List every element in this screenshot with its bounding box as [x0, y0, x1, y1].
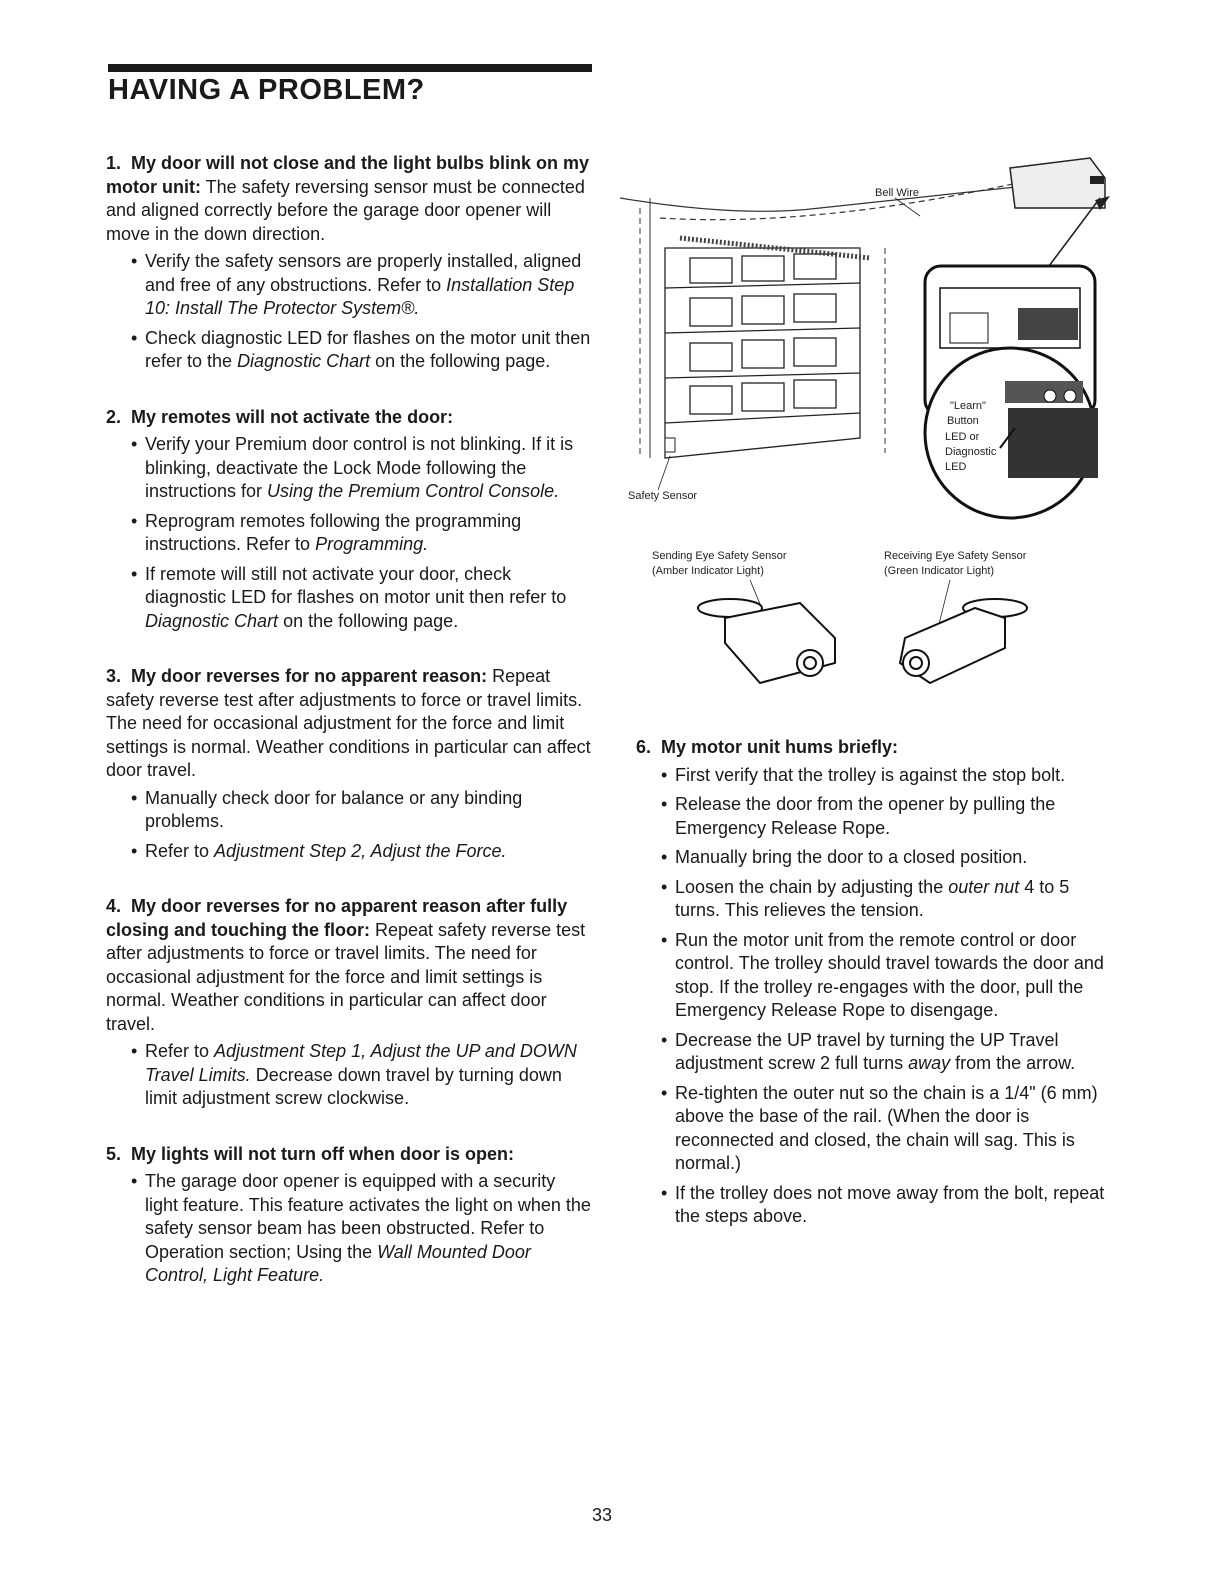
bullet-text-after: Decrease down travel by turning down limit adjustment screw clockwise. — [145, 1064, 562, 1108]
bullet-text: Manually bring the door to a closed position. — [675, 847, 1028, 867]
section-heading — [106, 406, 592, 430]
bullet-text: If the trolley does not move away from the bolt, repeat the steps above. — [675, 1182, 1105, 1226]
bullet-reference: Installation Step 10: Install The Protector System®. — [145, 274, 575, 318]
bullet-text: Decrease the UP travel by turning the UP Travel adjustment screw 2 full turns — [675, 1029, 1059, 1073]
bullet-text-after: from the arrow. — [950, 1053, 1076, 1073]
bullet-text: Loosen the chain by adjusting the — [675, 876, 949, 897]
bullet-text: Run the motor unit from the remote control or door control. The trolley should travel towards the door and stop. If the trolley re-engages with the door, pull the Emergency Release Rope to disengage. — [675, 929, 1104, 1020]
bullet-item — [131, 563, 592, 634]
button-label: Button — [947, 415, 979, 427]
bullet-text-after: on the following page. — [278, 610, 459, 631]
bullet-item — [661, 793, 1112, 840]
motor-unit — [1010, 158, 1110, 278]
bullet-item — [661, 764, 1112, 788]
learn-button-callout — [925, 266, 1098, 518]
bullet-reference: Diagnostic Chart — [237, 351, 371, 371]
bullet-item — [661, 1029, 1112, 1076]
bullet-reference: away — [908, 1053, 951, 1073]
section-2 — [106, 406, 592, 634]
section-number: 2. — [106, 406, 122, 427]
section-number: 6. — [636, 737, 652, 757]
bullet-item — [661, 1182, 1112, 1229]
bullet-text: Refer to — [145, 1041, 215, 1061]
section-1 — [106, 152, 592, 374]
section-4 — [106, 895, 592, 1111]
receiving-label-2: (Green Indicator Light) — [884, 565, 995, 577]
bullet-item — [131, 1040, 592, 1111]
section-title: My remotes will not activate the door: — [131, 406, 454, 427]
bullet-text: The garage door opener is equipped with a security light feature. This feature activates the light on when the safety sensor beam has been obstructed. Refer to Operation section; Using the — [145, 1171, 591, 1262]
bullet-text: First verify that the trolley is against the stop bolt. — [675, 764, 1066, 785]
bullet-text: Reprogram remotes following the programming instructions. Refer to — [145, 510, 522, 554]
section-body: Repeat safety reverse test after adjustments to force or travel limits. The need for occasional adjustment for the force and limit settings is normal. Weather conditions in particular can affect door travel. — [106, 919, 586, 1034]
diagnostic-label: Diagnostic — [945, 446, 997, 458]
title-rule — [108, 64, 592, 72]
section-title: My door reverses for no apparent reason: — [131, 666, 488, 686]
bullet-reference: Adjustment Step 2, Adjust the Force. — [214, 840, 507, 861]
bullet-list — [636, 764, 1112, 1229]
bullet-list — [106, 1170, 592, 1288]
sending-label-1: Sending Eye Safety Sensor — [652, 550, 787, 562]
section-title: My motor unit hums briefly: — [661, 737, 899, 757]
page-title: HAVING A PROBLEM? — [108, 74, 425, 106]
bullet-text: Release the door from the opener by pulling the Emergency Release Rope. — [675, 794, 1056, 838]
bullet-item — [131, 840, 592, 864]
bell-wire-label: Bell Wire — [875, 187, 920, 199]
bullet-reference: Diagnostic Chart — [145, 610, 279, 631]
led-or-label: LED or — [945, 431, 980, 443]
section-heading — [106, 1143, 592, 1167]
bullet-item — [131, 327, 592, 374]
section-heading — [106, 665, 592, 783]
page-number: 33 — [592, 1505, 613, 1525]
bullet-list — [106, 433, 592, 633]
sending-sensor — [698, 599, 835, 683]
section-number: 1. — [106, 153, 122, 173]
bullet-item — [661, 846, 1112, 870]
bullet-item — [131, 510, 592, 557]
bullet-item — [131, 250, 592, 321]
learn-label: "Learn" — [950, 400, 986, 412]
section-title: My door will not close and the light bulbs blink on my motor unit: — [106, 153, 590, 197]
bullet-reference: outer nut — [948, 876, 1020, 897]
section-number: 4. — [106, 896, 122, 916]
bullet-item — [131, 1170, 592, 1288]
section-title: My lights will not turn off when door is open: — [131, 1143, 514, 1164]
bullet-list — [106, 1040, 592, 1111]
safety-sensor-figure — [620, 138, 1110, 698]
section-title: My door reverses for no apparent reason after fully closing and touching the floor: — [106, 896, 568, 940]
section-body: Repeat safety reverse test after adjustments to force or travel limits. The need for occasional adjustment for the force and limit settings is normal. Weather conditions in particular can affect door travel. — [106, 666, 591, 780]
section-heading — [106, 152, 592, 246]
bullet-item — [131, 433, 592, 504]
bullet-item — [661, 1082, 1112, 1176]
bullet-item — [661, 876, 1112, 923]
sending-label-2: (Amber Indicator Light) — [652, 565, 764, 577]
bullet-item — [661, 929, 1112, 1023]
bullet-text: Check diagnostic LED for flashes on the motor unit then refer to the — [145, 327, 591, 371]
bullet-text: Verify your Premium door control is not blinking. If it is blinking, deactivate the Lock Mode following the instructions for — [145, 434, 574, 501]
section-heading — [636, 736, 1112, 760]
bullet-reference: Programming. — [315, 534, 429, 554]
bullet-list — [106, 250, 592, 374]
bullet-text: Manually check door for balance or any binding problems. — [145, 787, 523, 831]
garage-illustration — [620, 138, 1110, 698]
section-body: The safety reversing sensor must be connected and aligned correctly before the garage door opener will move in the down direction. — [106, 176, 585, 244]
receiving-label-1: Receiving Eye Safety Sensor — [884, 550, 1027, 562]
section-number: 3. — [106, 666, 122, 686]
right-column — [636, 736, 1112, 1261]
garage-door — [665, 248, 860, 458]
bullet-text: Re-tighten the outer nut so the chain is a 1/4" (6 mm) above the base of the rail. (When the door is reconnected and closed, the chain will sag. This is normal.) — [675, 1082, 1098, 1173]
bullet-reference: Wall Mounted Door Control, Light Feature. — [145, 1241, 531, 1285]
bullet-reference: Adjustment Step 1, Adjust the UP and DOWN Travel Limits. — [145, 1041, 577, 1085]
bullet-text: Verify the safety sensors are properly installed, aligned and free of any obstructions. Refer to — [145, 251, 582, 295]
bullet-reference: Using the Premium Control Console. — [267, 481, 560, 501]
bullet-text: Refer to — [145, 840, 215, 861]
led-label: LED — [945, 461, 967, 473]
section-6 — [636, 736, 1112, 1229]
receiving-sensor — [900, 599, 1027, 683]
left-column — [106, 152, 592, 1320]
bullet-text: If remote will still not activate your door, check diagnostic LED for flashes on motor unit then refer to — [145, 563, 567, 607]
section-3 — [106, 665, 592, 863]
safety-sensor-label: Safety Sensor — [628, 490, 698, 502]
bullet-text-after: on the following page. — [370, 351, 551, 371]
section-heading — [106, 895, 592, 1036]
bullet-text-after: 4 to 5 turns. This relieves the tension. — [675, 876, 1070, 920]
bullet-list — [106, 787, 592, 864]
section-number: 5. — [106, 1143, 122, 1164]
section-5 — [106, 1143, 592, 1288]
bullet-item — [131, 787, 592, 834]
